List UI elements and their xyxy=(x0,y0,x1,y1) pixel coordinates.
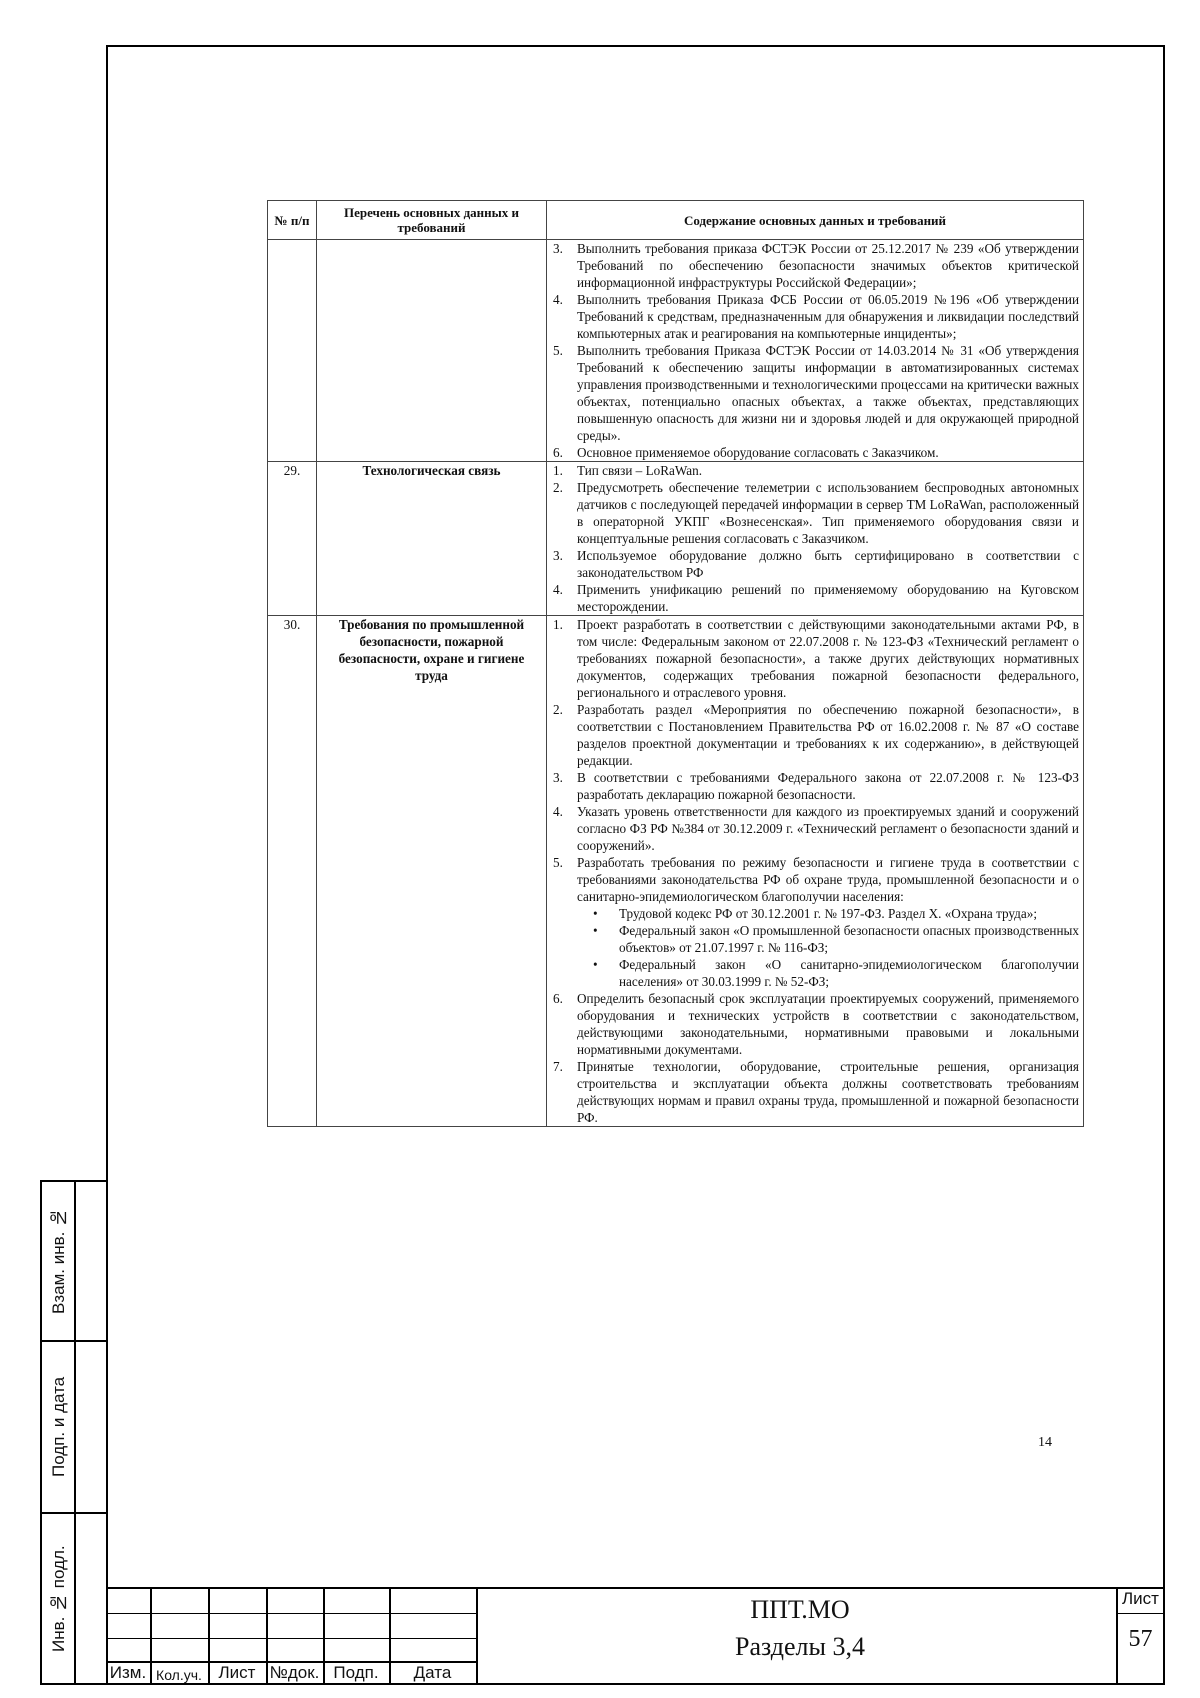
item-number: 4. xyxy=(553,804,563,819)
side-label-podp: Подп. и дата xyxy=(49,1376,68,1478)
row-number xyxy=(268,240,317,462)
title-block-row-line xyxy=(106,1613,476,1614)
requirement-item xyxy=(551,581,1079,615)
row-number: 30. xyxy=(268,616,317,1127)
item-text: В соответствии с требованиями Федерального закона от 22.07.2008 г. № 123-ФЗ разработать декларацию пожарной безопасности. xyxy=(577,770,1079,802)
item-number: 5. xyxy=(553,343,563,358)
row-number: 29. xyxy=(268,462,317,616)
requirement-item xyxy=(551,990,1079,1058)
item-text: Применить унификацию решений по применяемому оборудованию на Куговском месторождении. xyxy=(577,582,1079,614)
item-number: 4. xyxy=(553,292,563,307)
header-num: № п/п xyxy=(268,201,317,240)
item-number: 3. xyxy=(553,548,563,563)
requirement-item xyxy=(551,547,1079,581)
item-text: Тип связи – LoRaWan. xyxy=(577,463,702,478)
item-number: 3. xyxy=(553,770,563,785)
item-number: 5. xyxy=(553,855,563,870)
side-stamp-divider xyxy=(74,1182,76,1683)
row-requirement-content xyxy=(547,616,1084,1127)
col-izm: Изм. xyxy=(109,1663,147,1682)
item-text: Разработать раздел «Мероприятия по обеспечению пожарной безопасности», в соответствии с Постановлением Правительства РФ от 16.02.2008 г. № 87 «О составе разделов проектной документации и требованиях к их содержанию», в действующей редакции. xyxy=(577,702,1079,768)
requirement-list xyxy=(551,240,1079,461)
requirement-list xyxy=(551,616,1079,1126)
item-text: Определить безопасный срок эксплуатации проектируемых сооружений, применяемого оборудования и технических устройств в соответствии с законодательством, действующими законодательными, нормативными правовыми и локальными нормативными документами. xyxy=(577,991,1079,1057)
requirements-document xyxy=(267,200,1083,1127)
item-text: Разработать требования по режиму безопасности и гигиене труда в соответствии с требованиями законодательства РФ об охране труда, промышленной безопасности и о санитарно-эпидемиологическом благополучии населения: xyxy=(577,855,1079,904)
item-text: Выполнить требования приказа ФСТЭК России от 25.12.2017 № 239 «Об утверждении Требований по обеспечению безопасности значимых объектов критической информационной инфраструктуры Российской Федерации»; xyxy=(577,241,1079,290)
requirement-item xyxy=(551,291,1079,342)
table-row xyxy=(268,240,1084,462)
item-number: 7. xyxy=(553,1059,563,1074)
row-requirement-content xyxy=(547,240,1084,462)
bullet-list xyxy=(577,905,1079,990)
item-text: Указать уровень ответственности для каждого из проектируемых зданий и сооружений согласно ФЗ РФ №384 от 30.12.2009 г. «Технический регламент о безопасности зданий и сооружений». xyxy=(577,804,1079,853)
requirement-item xyxy=(551,1058,1079,1126)
title-block-col-line xyxy=(476,1589,478,1685)
requirement-item xyxy=(551,479,1079,547)
item-text: Используемое оборудование должно быть сертифицировано в соответствии с законодательством РФ xyxy=(577,548,1079,580)
table-row xyxy=(268,462,1084,616)
col-ndok: №док. xyxy=(269,1663,320,1682)
row-requirement-content xyxy=(547,462,1084,616)
item-number: 3. xyxy=(553,241,563,256)
title-block-row-line xyxy=(106,1638,476,1639)
requirements-table xyxy=(267,200,1084,1127)
header-content: Содержание основных данных и требований xyxy=(547,201,1084,240)
table-header-row xyxy=(268,201,1084,240)
item-number: 4. xyxy=(553,582,563,597)
table-row xyxy=(268,616,1084,1127)
requirement-item xyxy=(551,769,1079,803)
item-text: Выполнить требования Приказа ФСТЭК России от 14.03.2014 № 31 «Об утверждения Требований к обеспечению защиты информации в автоматизированных системах управления производственными и технологическими процессами на критически важных объектах, потенциально опасных объектах, а также объектах, представляющих повышенную опасность для жизни ни и здоровья людей и для окружающей природной среды». xyxy=(577,343,1079,443)
item-number: 6. xyxy=(553,991,563,1006)
bullet-item: • Федеральный закон «О санитарно-эпидемиологическом благополучии населения» от 30.03.1999 г. № 52-ФЗ; xyxy=(577,956,1079,990)
requirement-item xyxy=(551,701,1079,769)
title-block-row-line xyxy=(1116,1613,1165,1614)
col-kol-uch: Кол.уч. xyxy=(156,1667,202,1683)
row-requirement-name: Технологическая связь xyxy=(317,462,547,616)
item-number: 1. xyxy=(553,463,563,478)
item-text: Предусмотреть обеспечение телеметрии с использованием беспроводных автономных датчиков с последующей передачей информации в сервер ТМ LoRaWan, расположенный в операторной УКПГ «Вознесенская». Тип применяемого оборудования связи и концептуальные решения согласовать с Заказчиком. xyxy=(577,480,1079,546)
requirement-list xyxy=(551,462,1079,615)
bullet-item: • Федеральный закон «О промышленной безопасности опасных производственных объектов» от 21.07.1997 г. № 116-ФЗ; xyxy=(577,922,1079,956)
requirement-item xyxy=(551,444,1079,461)
item-number: 2. xyxy=(553,480,563,495)
col-data: Дата xyxy=(413,1663,452,1682)
bullet-item: • Трудовой кодекс РФ от 30.12.2001 г. № 197-ФЗ. Раздел X. «Охрана труда»; xyxy=(577,905,1079,922)
requirement-item xyxy=(551,462,1079,479)
requirement-item xyxy=(551,803,1079,854)
item-text: Основное применяемое оборудование согласовать с Заказчиком. xyxy=(577,445,939,460)
requirement-item xyxy=(551,342,1079,444)
item-text: Принятые технологии, оборудование, строительные решения, организация строительства и эксплуатации объекта должны соответствовать требованиям действующих нормам и правил охраны труда, промышленной и пожарной безопасности РФ. xyxy=(577,1059,1079,1125)
document-code: ППТ.МО xyxy=(750,1595,850,1624)
requirement-item xyxy=(551,240,1079,291)
header-name: Перечень основных данных и требований xyxy=(317,201,547,240)
requirement-item xyxy=(551,616,1079,701)
item-number: 2. xyxy=(553,702,563,717)
col-podp: Подп. xyxy=(333,1663,379,1682)
inner-page-number: 14 xyxy=(1038,1435,1052,1450)
requirement-item xyxy=(551,854,1079,990)
row-requirement-name xyxy=(317,240,547,462)
sheet-label: Лист xyxy=(1122,1589,1159,1608)
side-stamp xyxy=(40,1180,108,1685)
document-title: Разделы 3,4 xyxy=(734,1632,865,1661)
item-number: 1. xyxy=(553,617,563,632)
row-requirement-name: Требования по промышленной безопасности, пожарной безопасности, охране и гигиене труда xyxy=(317,616,547,1127)
item-number: 6. xyxy=(553,445,563,460)
item-text: Выполнить требования Приказа ФСБ России от 06.05.2019 №196 «Об утверждении Требований к средствам, предназначенным для обнаружения и ликвидации последствий компьютерных атак и реагирования на компьютерные инциденты»; xyxy=(577,292,1079,341)
col-list: Лист xyxy=(218,1663,256,1682)
item-text: Проект разработать в соответствии с действующими законодательными актами РФ, в том числе: Федеральным законом от 22.07.2008 г. № 123-ФЗ «Технический регламент о требованиях пожарной безопасности», а также других действующих нормативных документов, содержащих требования пожарной безопасности федерального, регионального и отраслевого уровня. xyxy=(577,617,1079,700)
side-label-inv: Инв. № подл. xyxy=(49,1545,68,1653)
sheet-number: 57 xyxy=(1128,1626,1153,1652)
side-label-vzam: Взам. инв. № xyxy=(49,1207,68,1315)
